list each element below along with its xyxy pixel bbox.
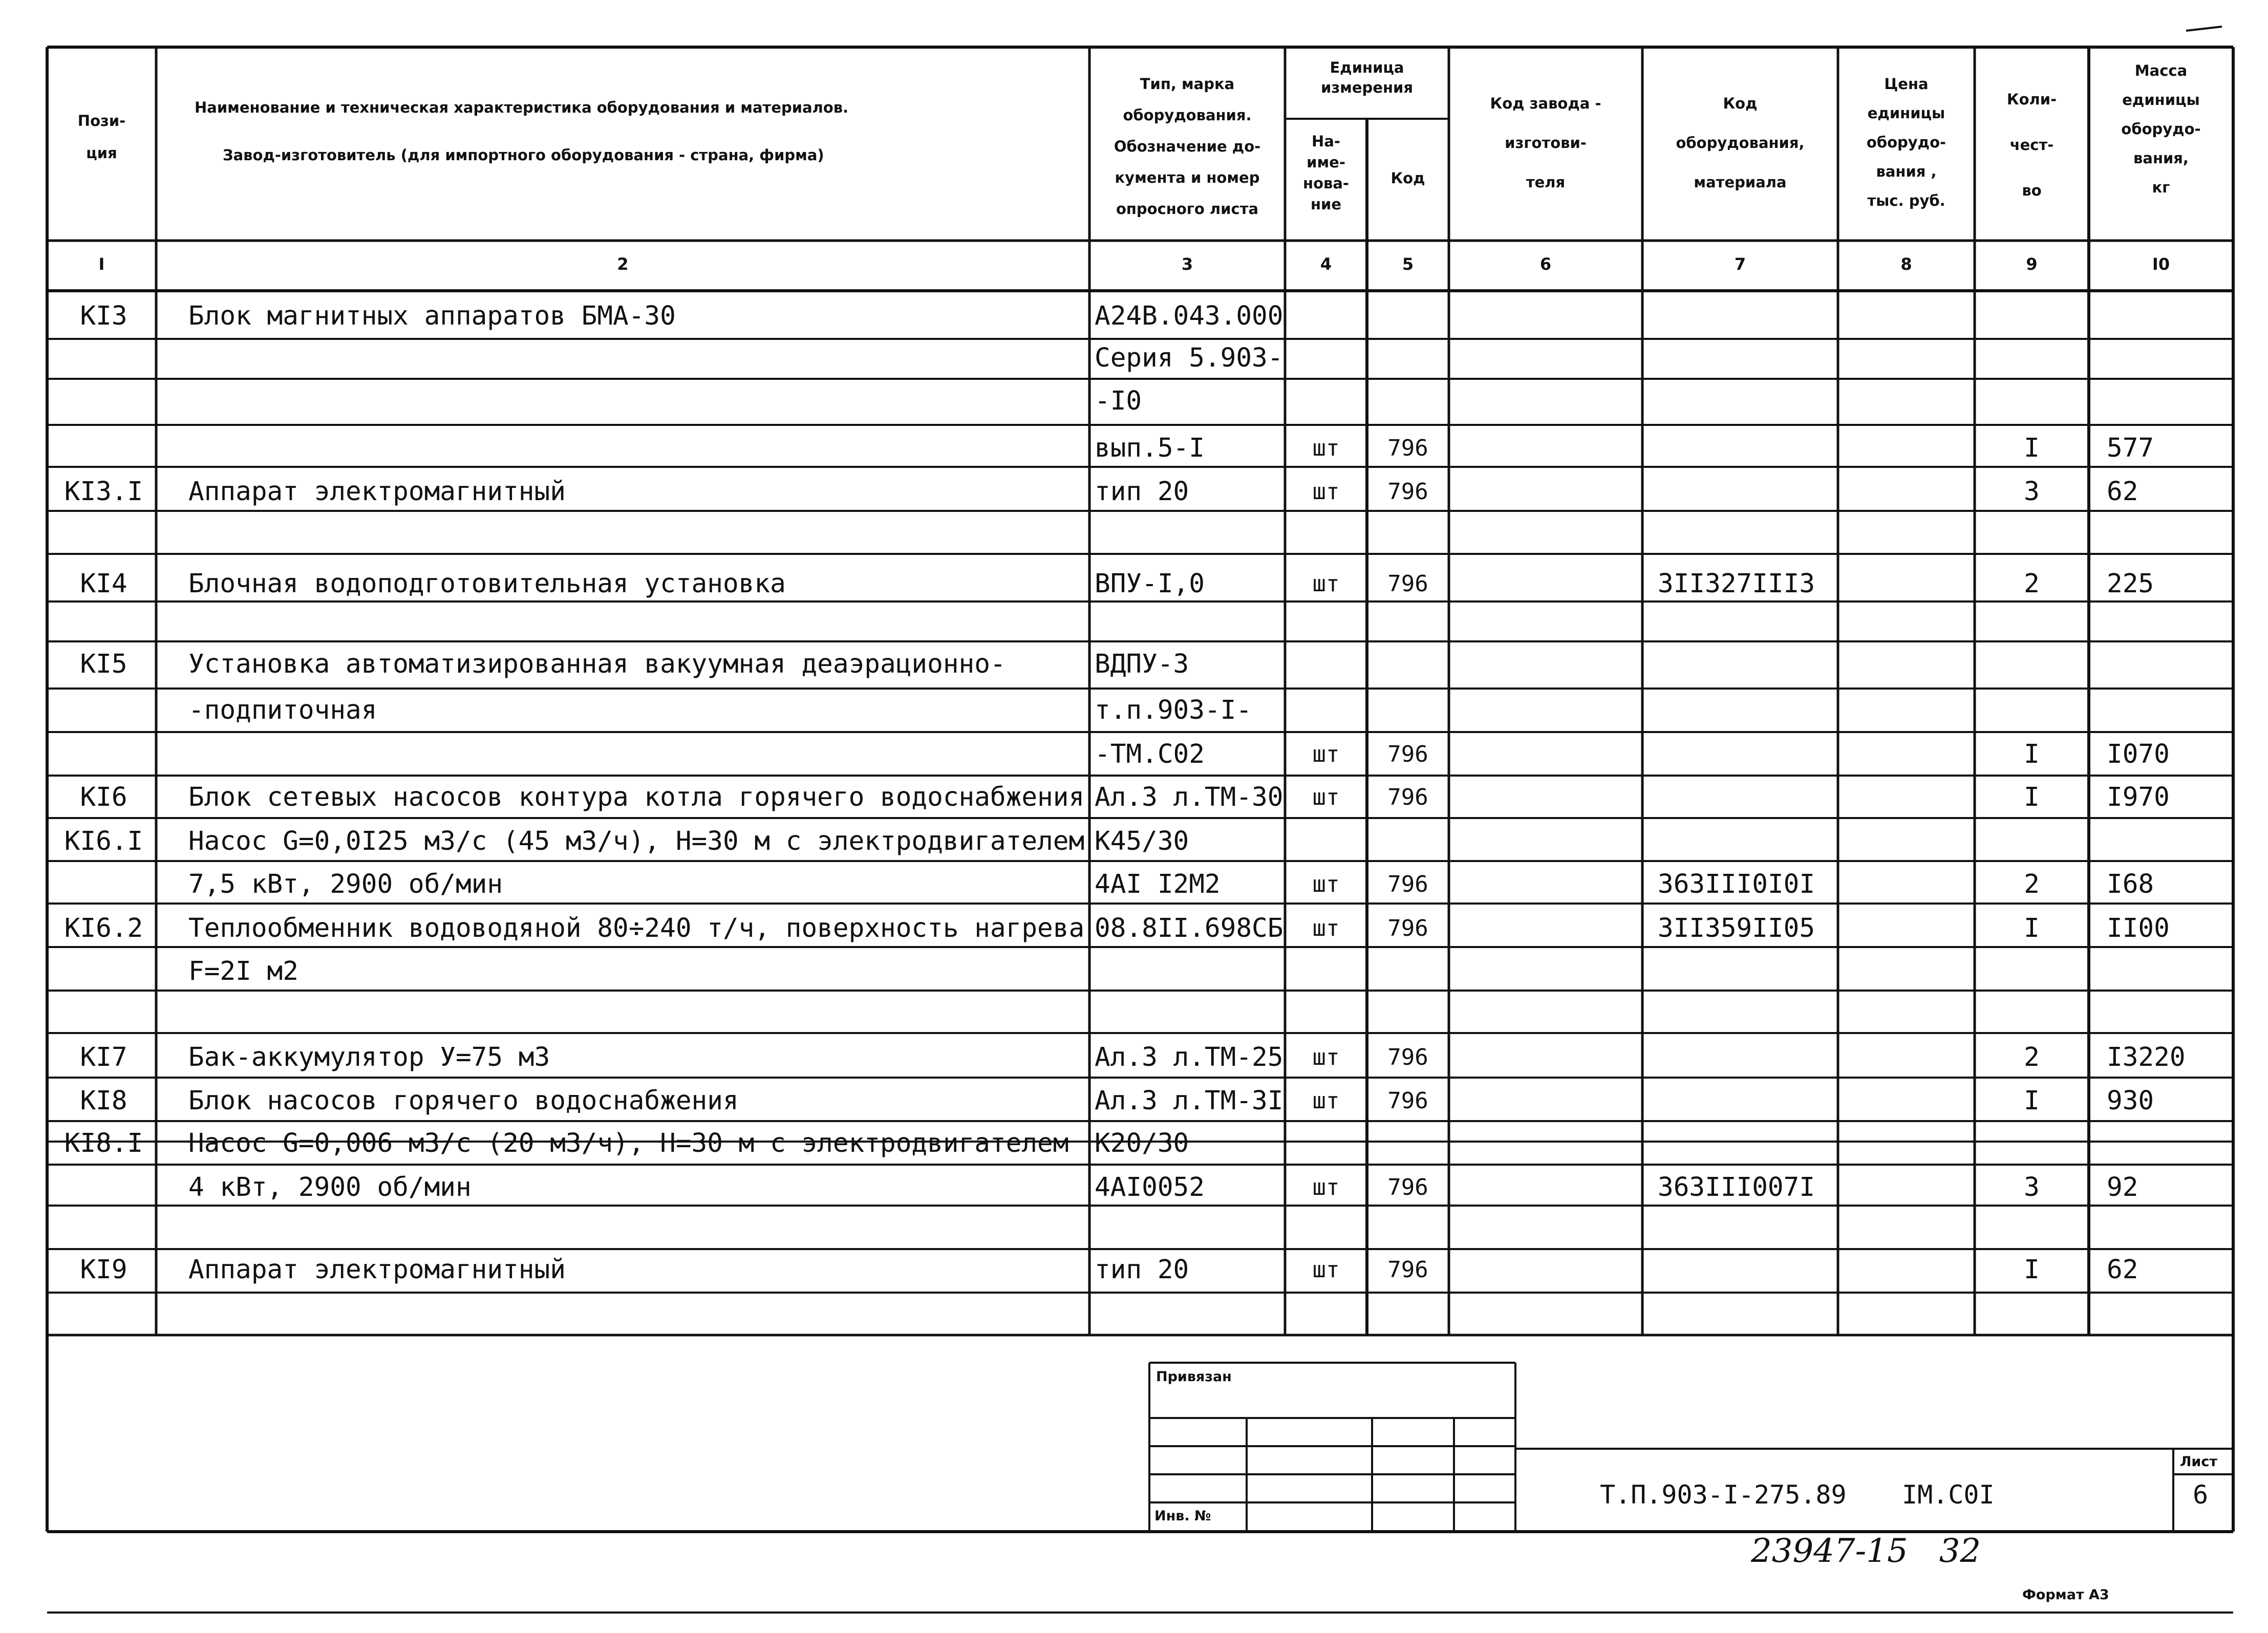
cell-type: тип 20 <box>1095 1255 1189 1285</box>
cell-unit-code: 796 <box>1387 1174 1428 1200</box>
cell-name: -подпиточная <box>188 695 377 725</box>
cell-position: KI9 <box>80 1255 127 1285</box>
cell-unit-code: 796 <box>1387 784 1428 810</box>
header-name: Наименование и техническая характеристика оборудования и материалов. Завод-изготовитель (для импортного оборудования - страна, фирма) <box>195 99 849 164</box>
cell-unit: шт <box>1312 1044 1340 1070</box>
cell-unit: шт <box>1312 479 1340 505</box>
cell-quantity: 2 <box>2024 869 2040 899</box>
cell-unit: шт <box>1312 571 1340 597</box>
column-number: 4 <box>1320 254 1332 274</box>
cell-mass: 225 <box>2107 569 2154 599</box>
header-factory-code: Код завода - изготови- теля <box>1490 95 1601 191</box>
cell-name: F=2I м2 <box>188 956 298 986</box>
cell-unit-code: 796 <box>1387 741 1428 767</box>
cell-quantity: I <box>2024 739 2040 769</box>
cell-mass: I68 <box>2107 869 2154 899</box>
cell-mass: 930 <box>2107 1086 2154 1116</box>
cell-quantity: I <box>2024 1086 2040 1116</box>
cell-unit: шт <box>1312 435 1340 461</box>
cell-position: KI8 <box>80 1086 127 1116</box>
sheet-number: 6 <box>2193 1480 2209 1510</box>
cell-position: KI4 <box>80 569 127 599</box>
cell-unit-code: 796 <box>1387 1257 1428 1283</box>
cell-mass: I070 <box>2107 739 2170 769</box>
cell-type: 4АI I2М2 <box>1095 869 1221 899</box>
cell-type: ВПУ-I,0 <box>1095 569 1205 599</box>
header-type: Тип, марка оборудования. Обозначение до- кумента и номер опросного листа <box>1114 75 1261 218</box>
stamp-inv-no: Инв. № <box>1154 1508 1211 1524</box>
header-unit-name: На- име- нова- ние <box>1303 133 1349 213</box>
cell-unit: шт <box>1312 915 1340 941</box>
stamp-privyazan: Привязан <box>1156 1369 1232 1385</box>
cell-unit-code: 796 <box>1387 479 1428 505</box>
cell-type: Ал.3 л.ТМ-25 <box>1095 1042 1283 1072</box>
cell-unit: шт <box>1312 871 1340 897</box>
header-unit: Единица измерения <box>1321 59 1413 96</box>
header-price: Цена единицы оборудо- вания , тыс. руб. <box>1866 75 1946 209</box>
cell-mass: II00 <box>2107 913 2170 943</box>
cell-unit-code: 796 <box>1387 1044 1428 1070</box>
cell-type: К20/30 <box>1095 1128 1189 1158</box>
cell-unit: шт <box>1312 1257 1340 1283</box>
cell-mass: 62 <box>2107 477 2138 507</box>
sheet-label: Лист <box>2180 1454 2217 1470</box>
cell-name: 7,5 кВт, 2900 об/мин <box>188 869 503 899</box>
cell-type: К45/30 <box>1095 826 1189 856</box>
cell-type: т.п.903-I- <box>1095 695 1252 725</box>
header-equipment-code: Код оборудования, материала <box>1676 95 1805 191</box>
format-label: Формат А3 <box>2022 1587 2109 1603</box>
cell-unit-code: 796 <box>1387 915 1428 941</box>
cell-quantity: I <box>2024 913 2040 943</box>
cell-name: Блок сетевых насосов контура котла горячего водоснабжения <box>188 782 1085 812</box>
header-position: Пози- ция <box>77 112 126 162</box>
cell-type: ВДПУ-3 <box>1095 649 1189 679</box>
cell-name: Блочная водоподготовительная установка <box>188 569 786 599</box>
cell-name: Установка автоматизированная вакуумная деаэрационно- <box>188 649 1006 679</box>
cell-quantity: 3 <box>2024 1172 2040 1202</box>
column-number: I <box>98 254 105 274</box>
cell-type: -ТМ.С02 <box>1095 739 1205 769</box>
cell-type: тип 20 <box>1095 477 1189 507</box>
cell-unit: шт <box>1312 741 1340 767</box>
cell-position: KI3 <box>80 301 127 331</box>
cell-name: Насос G=0,006 м3/с (20 м3/ч), Н=30 м с электродвигателем <box>188 1128 1069 1158</box>
cell-unit: шт <box>1312 1088 1340 1114</box>
cell-unit-code: 796 <box>1387 435 1428 461</box>
cell-type: -I0 <box>1095 386 1142 416</box>
cell-type: Серия 5.903- <box>1095 343 1283 373</box>
cell-name: Аппарат электромагнитный <box>188 477 566 507</box>
cell-name: 4 кВт, 2900 об/мин <box>188 1172 472 1202</box>
cell-type: Ал.3 л.ТМ-3I <box>1095 1086 1283 1116</box>
cell-name: Теплообменник водоводяной 80÷240 т/ч, поверхность нагрева <box>188 913 1085 943</box>
cell-position: KI8.I <box>64 1128 143 1158</box>
cell-equipment-code: 363III0I0I <box>1658 869 1815 899</box>
cell-mass: 62 <box>2107 1255 2138 1285</box>
cell-name: Аппарат электромагнитный <box>188 1255 566 1285</box>
cell-equipment-code: 3II359II05 <box>1658 913 1815 943</box>
cell-unit-code: 796 <box>1387 571 1428 597</box>
column-number: 8 <box>1900 254 1912 274</box>
column-number: 2 <box>617 254 629 274</box>
header-quantity: Коли- чест- во <box>2006 91 2057 199</box>
cell-unit: шт <box>1312 1174 1340 1200</box>
cell-type: вып.5-I <box>1095 433 1205 463</box>
cell-quantity: I <box>2024 1255 2040 1285</box>
document-number: Т.П.903-I-275.89 <box>1600 1480 1847 1510</box>
cell-name: Блок магнитных аппаратов БМА-30 <box>188 301 676 331</box>
column-number: 7 <box>1734 254 1746 274</box>
cell-mass: I3220 <box>2107 1042 2186 1072</box>
cell-position: KI3.I <box>64 477 143 507</box>
cell-quantity: I <box>2024 782 2040 812</box>
cell-quantity: 2 <box>2024 569 2040 599</box>
cell-unit-code: 796 <box>1387 1088 1428 1114</box>
cell-quantity: 3 <box>2024 477 2040 507</box>
cell-quantity: I <box>2024 433 2040 463</box>
cell-name: Блок насосов горячего водоснабжения <box>188 1086 739 1116</box>
cell-position: KI6 <box>80 782 127 812</box>
column-number: I0 <box>2152 254 2170 274</box>
document-mark: IМ.С0I <box>1902 1480 1995 1510</box>
cell-position: KI6.I <box>64 826 143 856</box>
cell-equipment-code: 3II327III3 <box>1658 569 1815 599</box>
column-number: 6 <box>1539 254 1552 274</box>
cell-unit: шт <box>1312 784 1340 810</box>
handwritten-number: 23947-15 32 <box>1751 1532 1981 1570</box>
cell-mass: I970 <box>2107 782 2170 812</box>
cell-type: 08.8II.698СБ <box>1095 913 1283 943</box>
cell-equipment-code: 363III007I <box>1658 1172 1815 1202</box>
cell-name: Насос G=0,0I25 м3/с (45 м3/ч), Н=30 м с электродвигателем <box>188 826 1085 856</box>
cell-mass: 577 <box>2107 433 2154 463</box>
cell-mass: 92 <box>2107 1172 2138 1202</box>
cell-position: KI6.2 <box>64 913 143 943</box>
cell-type: Ал.3 л.ТМ-30 <box>1095 782 1283 812</box>
header-unit-code: Код <box>1390 169 1425 187</box>
cell-quantity: 2 <box>2024 1042 2040 1072</box>
cell-type: 4АI0052 <box>1095 1172 1205 1202</box>
column-number: 9 <box>2026 254 2038 274</box>
column-number: 5 <box>1402 254 1414 274</box>
cell-name: Бак-аккумулятор У=75 м3 <box>188 1042 550 1072</box>
cell-unit-code: 796 <box>1387 871 1428 897</box>
cell-position: KI5 <box>80 649 127 679</box>
header-mass: Масса единицы оборудо- вания, кг <box>2121 62 2201 196</box>
cell-position: KI7 <box>80 1042 127 1072</box>
cell-type: А24В.043.000 <box>1095 301 1283 331</box>
column-number: 3 <box>1181 254 1193 274</box>
